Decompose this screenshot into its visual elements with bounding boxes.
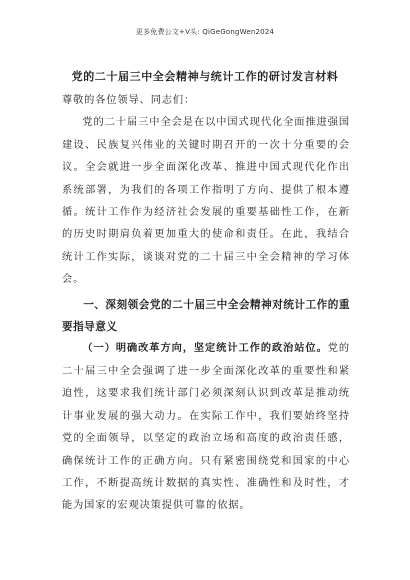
subsection-paragraph bbox=[62, 338, 350, 517]
subsection-text: 党的二十届三中全会强调了进一步全面深化改革的重要性和紧迫性，这要求我们统计部门必须深刻认识到改革是推动统计事业发展的强大动力。在实际工作中，我们要始终坚持党的全面领导，以坚定的政治立场和高度的政治责任感，确保统计工作的正确方向。只有紧密围绕党和国家的中心工作，不断提高统计数据的真实性、准确性和及时性，才能为国家的宏观决策提供可靠的依据。 bbox=[62, 343, 350, 512]
header-note: 更多免费公文+V头: QiGeGongWen2024 bbox=[135, 28, 275, 36]
salutation: 尊敬的各位领导、同志们： bbox=[62, 95, 196, 106]
section-heading: 一、深刻领会党的二十届三中全会精神对统计工作的重要指导意义 bbox=[62, 298, 350, 334]
intro-paragraph: 党的二十届三中全会是在以中国式现代化全面推进强国建设、民族复兴伟业的关键时期召开的一次十分重要的会议。全会就进一步全面深化改革、推进中国式现代化作出系统部署，为我们的各项工作指明了方向、提供了根本遵循。统计工作作为经济社会发展的重要基础性工作，在新的历史时期肩负着更加重大的使命和责任。在此，我结合统计工作实际，谈谈对党的二十届三中全会精神的学习体会。 bbox=[62, 117, 350, 286]
subsection-lead: （一）明确改革方向，坚定统计工作的政治站位。 bbox=[82, 343, 328, 355]
document-title: 党的二十届三中全会精神与统计工作的研讨发言材料 bbox=[71, 70, 339, 83]
document-body bbox=[62, 90, 350, 518]
